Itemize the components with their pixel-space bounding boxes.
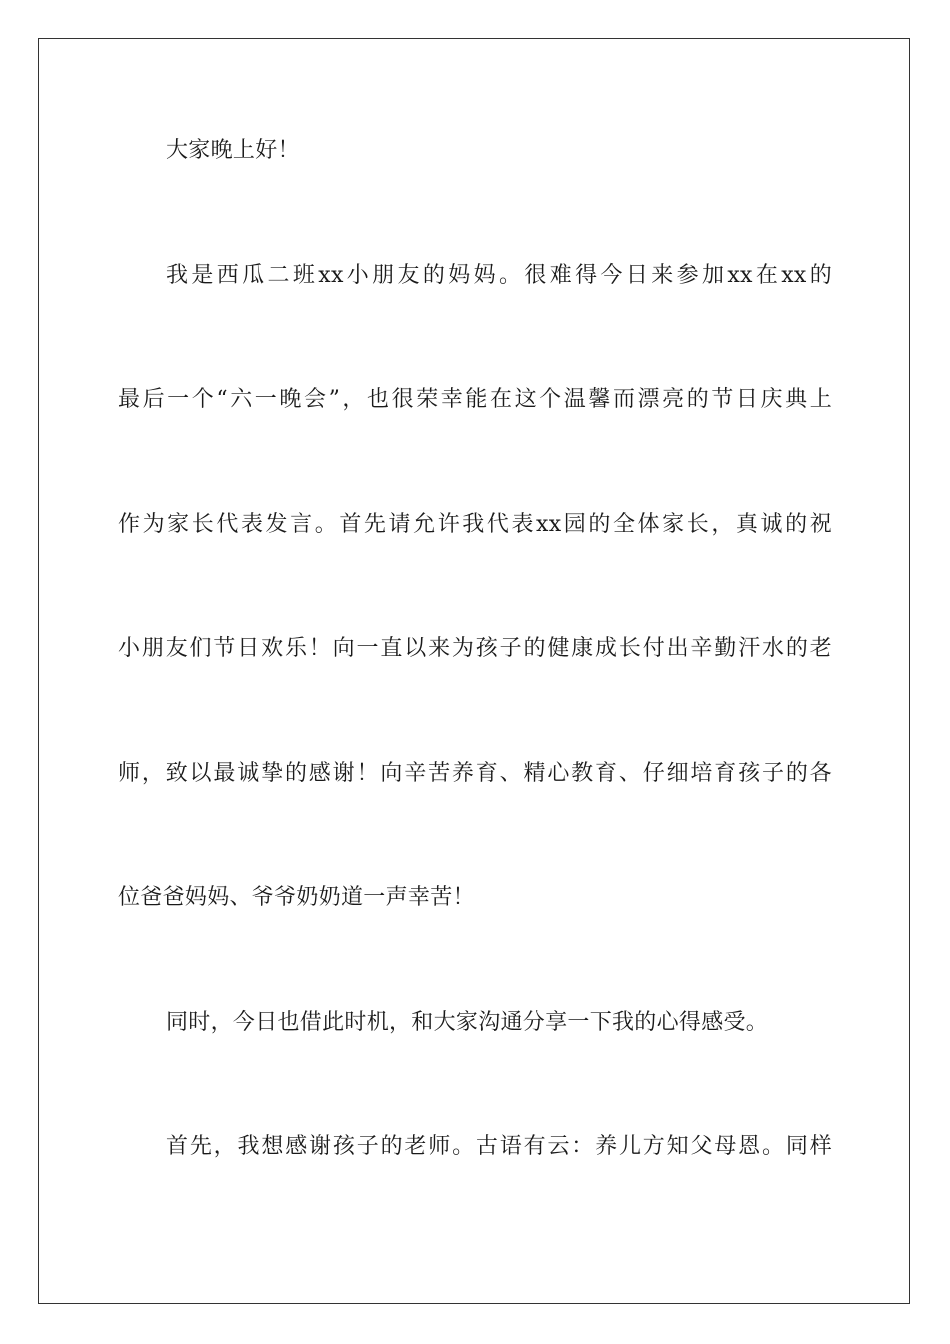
paragraph-1-line-5: 师，致以最诚挚的感谢！向辛苦养育、精心教育、仔细培育孩子的各 <box>118 761 832 786</box>
paragraph-1-line-2: 最后一个“六一晚会”，也很荣幸能在这个温馨而漂亮的节日庆典上 <box>118 387 832 412</box>
paragraph-3-line-1: 首先，我想感谢孩子的老师。古语有云：养儿方知父母恩。同样 <box>166 1134 832 1159</box>
paragraph-1-line-4: 小朋友们节日欢乐！向一直以来为孩子的健康成长付出辛勤汗水的老 <box>118 636 832 661</box>
paragraph-1-line-6: 位爸爸妈妈、爷爷奶奶道一声幸苦！ <box>118 885 475 910</box>
paragraph-1-line-3: 作为家长代表发言。首先请允许我代表xx园的全体家长，真诚的祝 <box>118 512 832 537</box>
paragraph-1-line-1: 我是西瓜二班xx小朋友的妈妈。很难得今日来参加xx在xx的 <box>166 263 832 288</box>
greeting-line: 大家晚上好！ <box>166 138 300 163</box>
page-border <box>38 38 910 1304</box>
paragraph-2-line-1: 同时，今日也借此时机，和大家沟通分享一下我的心得感受。 <box>166 1010 769 1035</box>
